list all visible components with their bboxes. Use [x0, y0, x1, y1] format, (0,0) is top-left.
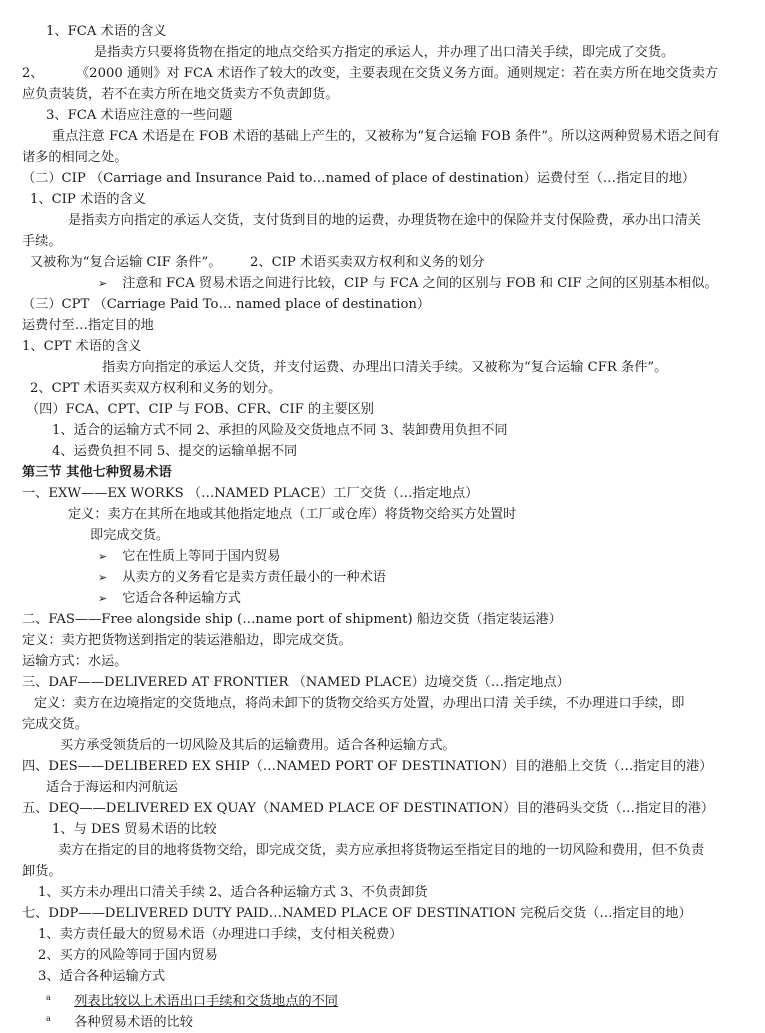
arrow-bullet-icon: ➢ [98, 550, 108, 563]
term-heading-ddp: 七、DDP——DELIVERED DUTY PAID…NAMED PLACE OF DESTINATION 完税后交货（…指定目的地） [22, 906, 692, 921]
paragraph-line: 是指卖方向指定的承运人交货，支付货到目的地的运费，办理货物在途中的保险并支付保险费，承办出口清关 [68, 213, 701, 228]
bullet-text: 注意和 FCA 贸易术语之间进行比较，CIP 与 FCA 之间的区别与 FOB 和 CIF 之间的区别基本相似。 [122, 276, 718, 291]
bullet-item [98, 588, 241, 609]
paragraph-line: 定义：卖方把货物送到指定的装运港船边，即完成交货。 [22, 633, 352, 648]
bullet-text: 它在性质上等同于国内贸易 [122, 549, 281, 564]
bullet-text: 从卖方的义务看它是卖方责任最小的一种术语 [122, 570, 386, 585]
arrow-bullet-icon: ➢ [98, 592, 108, 605]
section-heading-cip: （二）CIP （Carriage and Insurance Paid to…named of place of destination）运费付至（…指定目的地） [22, 171, 696, 186]
section-heading-differences: （四）FCA、CPT、CIP 与 FOB、CFR、CIF 的主要区别 [26, 402, 374, 417]
term-heading-exw: 一、EXW——EX WORKS （…NAMED PLACE）工厂交货（…指定地点） [22, 486, 479, 501]
term-heading-deq: 五、DEQ——DELIVERED EX QUAY（NAMED PLACE OF DESTINATION）目的港码头交货（…指定目的港） [22, 801, 715, 816]
paragraph-line: 完成交货。 [22, 717, 88, 732]
list-line: 4、运费负担不同 5、提交的运输单据不同 [52, 444, 298, 459]
paragraph-line: 定义：卖方在边境指定的交货地点，将尚未卸下的货物交给买方处置，办理出口清 关手续，不办理进口手续，即 [34, 696, 685, 711]
paragraph-line: 卸货。 [22, 864, 62, 879]
paragraph-line: 诸多的相同之处。 [22, 150, 128, 165]
heading-cip-meaning: 1、CIP 术语的含义 [30, 192, 146, 207]
list-line: 1、买方未办理出口清关手续 2、适合各种运输方式 3、不负责卸货 [38, 885, 428, 900]
paragraph-line: 买方承受领货后的一切风险及其后的运输费用。适合各种运输方式。 [60, 738, 456, 753]
chapter-heading: 第三节 其他七种贸易术语 [22, 465, 172, 480]
paragraph-line: 手续。 [22, 234, 62, 249]
paragraph-line: 应负责装货，若不在卖方所在地交货卖方不负责卸货。 [22, 87, 339, 102]
paragraph-line: 即完成交货。 [90, 528, 170, 543]
term-heading-daf: 三、DAF——DELIVERED AT FRONTIER （NAMED PLACE）边境交货（…指定地点） [22, 675, 570, 690]
paragraph-line: 重点注意 FCA 术语是在 FOB 术语的基础上产生的，又被称为“复合运输 FOB 条件”。所以这两种贸易术语之间有 [52, 129, 720, 144]
bullet-item [98, 546, 280, 567]
arrow-bullet-icon: ➢ [98, 571, 108, 584]
heading-cpt-duties: 2、CPT 术语买卖双方权利和义务的划分。 [30, 381, 282, 396]
small-bullet-icon: a [46, 1014, 51, 1023]
paragraph-line: 运输方式：水运。 [22, 654, 128, 669]
paragraph-line: 又被称为“复合运输 CIF 条件”。 [30, 255, 222, 270]
heading-cpt-meaning: 1、CPT 术语的含义 [22, 339, 142, 354]
bullet-item [98, 567, 386, 588]
list-line: 1、适合的运输方式不同 2、承担的风险及交货地点不同 3、装卸费用负担不同 [52, 423, 508, 438]
list-line: 3、适合各种运输方式 [38, 969, 166, 984]
arrow-bullet-icon: ➢ [98, 277, 108, 290]
bullet-text: 各种贸易术语的比较 [74, 1015, 193, 1030]
bullet-item [46, 1008, 193, 1033]
bullet-text: 它适合各种运输方式 [122, 591, 241, 606]
heading-fca-notes: 3、FCA 术语应注意的一些问题 [46, 108, 233, 123]
heading-cip-duties: 2、CIP 术语买卖双方权利和义务的划分 [250, 255, 485, 270]
paragraph-line: 指卖方向指定的承运人交货，并支付运费、办理出口清关手续。又被称为“复合运输 CFR 条件”。 [102, 360, 668, 375]
subheading-deq-compare: 1、与 DES 贸易术语的比较 [52, 822, 217, 837]
item-number: 2、 [22, 66, 44, 81]
paragraph-line: 《2000 通则》对 FCA 术语作了较大的改变，主要表现在交货义务方面。通则规定：若在卖方所在地交货卖方 [76, 66, 718, 81]
section-heading-cpt: （三）CPT （Carriage Paid To… named place of destination） [22, 297, 431, 312]
heading-fca-meaning: 1、FCA 术语的含义 [46, 24, 167, 39]
bullet-text-underlined: 列表比较以上术语出口手续和交货地点的不同 [74, 994, 338, 1009]
paragraph-line: 适合于海运和内河航运 [46, 780, 178, 795]
term-heading-fas: 二、FAS——Free alongside ship (…name port of shipment) 船边交货（指定装运港） [22, 612, 562, 627]
paragraph-line: 是指卖方只要将货物在指定的地点交给买方指定的承运人，并办理了出口清关手续，即完成了交货。 [94, 45, 675, 60]
list-line: 1、卖方责任最大的贸易术语（办理进口手续，支付相关税费） [38, 927, 403, 942]
paragraph-line: 运费付至…指定目的地 [22, 318, 154, 333]
paragraph-line: 卖方在指定的目的地将货物交给，即完成交货，卖方应承担将货物运至指定目的地的一切风险和费用，但不负责 [58, 843, 705, 858]
term-heading-des: 四、DES——DELIBERED EX SHIP（…NAMED PORT OF DESTINATION）目的港船上交货（…指定目的港） [22, 759, 713, 774]
bullet-item [98, 273, 718, 294]
paragraph-line: 定义：卖方在其所在地或其他指定地点（工厂或仓库）将货物交给买方处置时 [68, 507, 517, 522]
small-bullet-icon: a [46, 993, 51, 1002]
list-line: 2、买方的风险等同于国内贸易 [38, 948, 218, 963]
